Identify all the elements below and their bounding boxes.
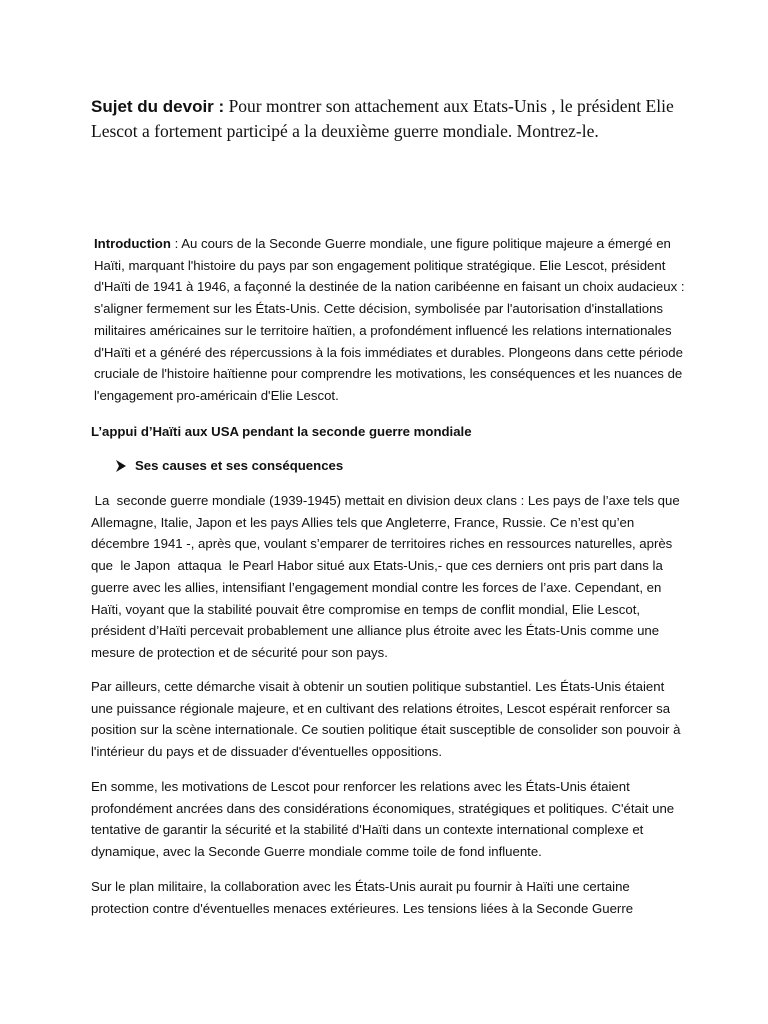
body-paragraph: En somme, les motivations de Lescot pour renforcer les relations avec les États-Unis étaient profondément ancrées dans des considérations économiques, stratégiques et politiques. C'était une tentative de garantir la sécurité et la stabilité d'Haïti dans un contexte international complexe et dynamique, avec la Seconde Guerre mondiale comme toile de fond influente. (91, 779, 675, 860)
body-paragraph: La seconde guerre mondiale (1939-1945) mettait en division deux clans : Les pays de l’axe tels que Allemagne, Italie, Japon et les pays Allies tels que Angleterre, France, Russie. Ce n’est qu’en décembre 1941 -, après que, voulant s’emparer de territoires riches en ressources naturelles, après que le Japon attaqua le Pearl Habor situé aux Etats-Unis,- que ces derniers ont pris part dans la guerre avec les allies, intensifiant l’engagement mondial contre les forces de l’axe. Cependant, en Haïti, voyant que la stabilité pouvait être compromise en temps de conflit mondial, Elie Lescot, président d’Haïti percevait probablement une alliance plus étroite avec les États-Unis comme une mesure de protection et de sécurité pour son pays. (91, 493, 683, 660)
subject-label: Sujet du devoir : (91, 97, 225, 116)
introduction-paragraph (94, 233, 686, 407)
introduction-label: Introduction (94, 236, 171, 251)
arrowhead-bullet-icon (115, 460, 127, 472)
bullet-item (115, 455, 343, 477)
introduction-text: : Au cours de la Seconde Guerre mondiale, une figure politique majeure a émergé en Haïti, marquant l'histoire du pays par son engagement politique stratégique. Elie Lescot, président d'Haïti de 1941 à 1946, a façonné la destinée de la nation caribéenne en faisant un choix audacieux : s'aligner fermement sur les États-Unis. Cette décision, symbolisée par l'autorisation d'installations militaires américaines sur le territoire haïtien, a profondément influencé les relations internationales d'Haïti et a généré des répercussions à la fois immédiates et durables. Plongeons dans cette période cruciale de l'histoire haïtienne pour comprendre les motivations, les conséquences et les nuances de l'engagement pro-américain d'Elie Lescot. (94, 236, 685, 403)
subject-text: Pour montrer son attachement aux Etats-Unis , le président Elie Lescot a fortement participé a la deuxième guerre mondiale. Montrez-le. (91, 96, 674, 141)
section-title: L’appui d’Haïti aux USA pendant la seconde guerre mondiale (91, 424, 472, 439)
bullet-text: Ses causes et ses conséquences (135, 458, 344, 473)
body-paragraph: Sur le plan militaire, la collaboration avec les États-Unis aurait pu fournir à Haïti une certaine protection contre d'éventuelles menaces extérieures. Les tensions liées à la Seconde Guerre (91, 879, 634, 916)
assignment-subject (91, 94, 691, 144)
body-paragraph: Par ailleurs, cette démarche visait à obtenir un soutien politique substantiel. Les États-Unis étaient une puissance régionale majeure, et en cultivant des relations étroites, Lescot espérait renforcer sa position sur la scène internationale. Ce soutien politique était susceptible de consolider son pouvoir à l'intérieur du pays et de dissuader d'éventuelles oppositions. (91, 679, 681, 760)
